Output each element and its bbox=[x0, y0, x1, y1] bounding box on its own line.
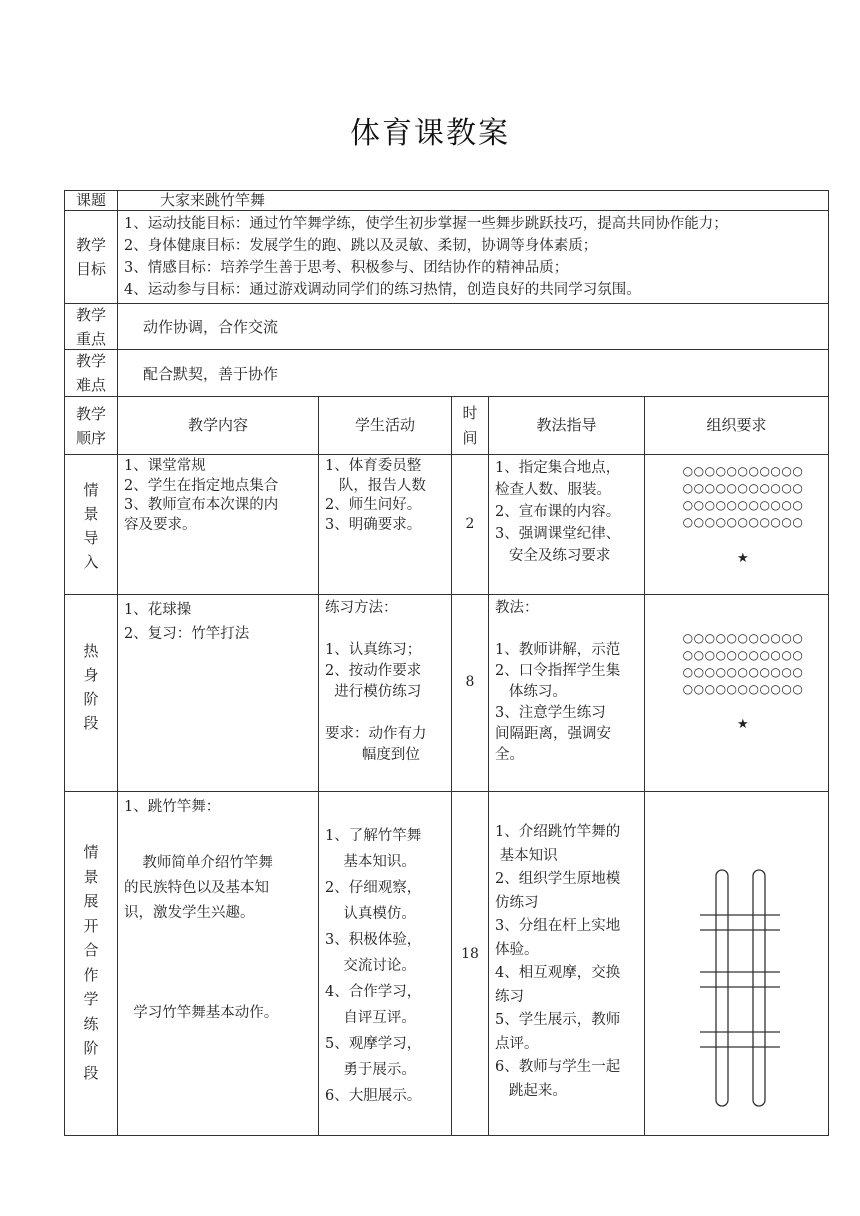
section-time: 2 bbox=[465, 516, 475, 532]
header-order: 教学 顺序 bbox=[75, 404, 106, 447]
table-divider bbox=[64, 454, 829, 455]
table-divider bbox=[64, 349, 829, 350]
section-method: 1、指定集合地点， 检查人数、服装。 2、宣布课的内容。 3、强调课堂纪律、 安全及练习要求 bbox=[495, 460, 621, 564]
header-org: 组织要求 bbox=[706, 416, 767, 434]
section-method: 1、介绍跳竹竿舞的 基本知识 2、组织学生原地模 仿练习 3、分组在杆上实地 体验。 4、相互观摩，交换 练习 5、学生展示，教师 点评。 6、教师与学生一起 跳起来。 bbox=[495, 824, 621, 1099]
stage-label: 情 景 展 开 合 作 学 练 阶 段 bbox=[83, 843, 99, 1082]
teacher-star-icon: ★ bbox=[737, 717, 749, 732]
header-content: 教学内容 bbox=[187, 416, 248, 434]
difficulty-label: 教学 难点 bbox=[75, 352, 106, 394]
section-time: 8 bbox=[465, 673, 475, 690]
bamboo-pole-diagram bbox=[690, 860, 790, 1120]
table-divider bbox=[64, 594, 829, 595]
table-divider bbox=[64, 303, 829, 304]
section-content: 1、课堂常规 2、学生在指定地点集合 3、教师宣布本次课的内 容及要求。 bbox=[124, 458, 279, 533]
section-content: 教师简单介绍竹竿舞 的民族特色以及基本知 识，激发学生兴趣。 bbox=[124, 855, 273, 921]
section-content: 1、花球操 2、复习：竹竿打法 bbox=[124, 602, 250, 642]
page-title: 体育课教案 bbox=[350, 116, 510, 151]
table-divider bbox=[488, 396, 489, 1136]
table-divider bbox=[318, 396, 319, 1136]
goal-item: 1、运动技能目标：通过竹竿舞学练，使学生初步掌握一些舞步跳跃技巧，提高共同协作能力； bbox=[124, 216, 728, 232]
section-content: 学习竹竿舞基本动作。 bbox=[124, 1005, 279, 1021]
section-method: 教法： 1、教师讲解，示范 2、口令指挥学生集 体练习。 3、注意学生练习 间隔距离，强调安 全。 bbox=[495, 600, 621, 763]
table-divider bbox=[64, 791, 829, 792]
topic-value: 大家来跳竹竿舞 bbox=[160, 191, 266, 209]
section-student: 练习方法： 1、认真练习； 2、按动作要求 进行模仿练习 要求：动作有力 幅度到位 bbox=[325, 600, 427, 763]
section-content-heading: 1、跳竹竿舞： bbox=[124, 799, 221, 815]
goal-item: 2、身体健康目标：发展学生的跑、跳以及灵敏、柔韧，协调等身体素质； bbox=[124, 238, 598, 254]
teacher-star-icon: ★ bbox=[737, 551, 749, 566]
bamboo-pole-right bbox=[753, 870, 765, 1106]
goals-list bbox=[124, 213, 828, 301]
table-divider bbox=[64, 210, 829, 211]
difficulty-value: 配合默契，善于协作 bbox=[143, 365, 279, 383]
table-divider bbox=[117, 190, 118, 1136]
formation-circles: ○○○○○○○○○○○ ○○○○○○○○○○○ ○○○○○○○○○○○ ○○○○○○○○○○○ bbox=[682, 464, 804, 529]
topic-label: 课题 bbox=[75, 191, 106, 209]
key-label: 教学 重点 bbox=[75, 305, 106, 348]
goal-item: 4、运动参与目标：通过游戏调动同学们的练习热情，创造良好的共同学习氛围。 bbox=[124, 282, 641, 298]
key-value: 动作协调，合作交流 bbox=[143, 318, 279, 336]
stage-label: 热 身 阶 段 bbox=[83, 642, 99, 732]
goal-item: 3、情感目标：培养学生善于思考、积极参与、团结协作的精神品质； bbox=[124, 260, 569, 276]
bamboo-pole-left bbox=[716, 870, 728, 1106]
table-border bbox=[64, 1135, 829, 1136]
header-time: 时 间 bbox=[462, 403, 478, 447]
section-time: 18 bbox=[461, 945, 479, 962]
goals-label: 教学 目标 bbox=[75, 236, 106, 278]
section-student: 1、了解竹竿舞 基本知识。 2、仔细观察， 认真模仿。 3、积极体验， 交流讨论。 4、合作学习， 自评互评。 5、观摩学习， 勇于展示。 6、大胆展示。 bbox=[325, 828, 422, 1104]
section-student: 1、体育委员整 队，报告人数 2、师生问好。 3、明确要求。 bbox=[325, 458, 426, 533]
stage-label: 情 景 导 入 bbox=[83, 481, 99, 571]
header-method: 教法指导 bbox=[536, 416, 597, 434]
header-student: 学生活动 bbox=[354, 416, 415, 434]
formation-circles: ○○○○○○○○○○○ ○○○○○○○○○○○ ○○○○○○○○○○○ ○○○○○○○○○○○ bbox=[682, 631, 804, 696]
